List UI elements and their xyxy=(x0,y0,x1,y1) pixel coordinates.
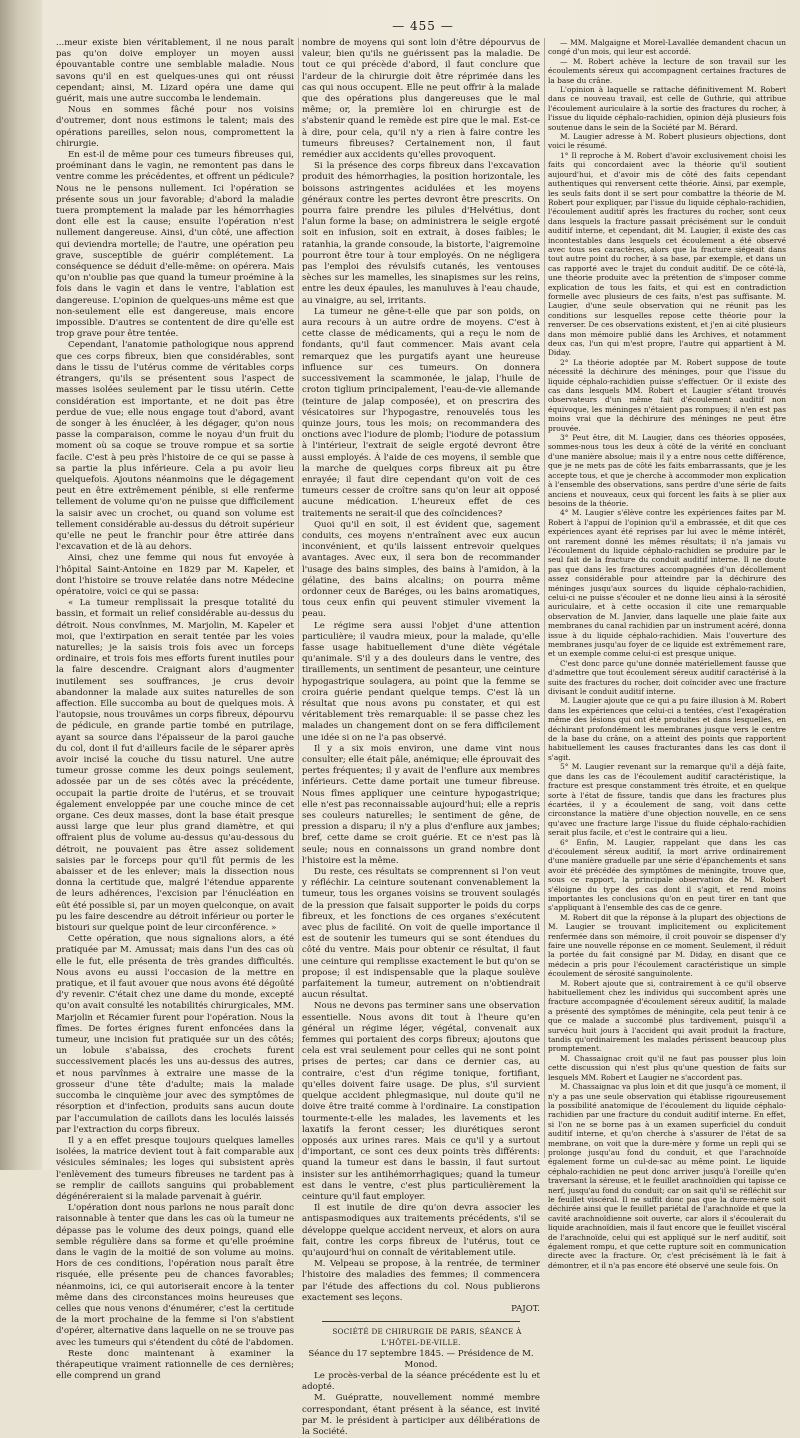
paragraph: C'est donc parce qu'une donnée matériellement fausse que d'admettre que tout écoulement séreux auditif caractérisé à la suite des fractures du rocher, doit coïncider avec une fracture divisant le conduit auditif interne. xyxy=(548,658,786,697)
paragraph: Ainsi, chez une femme qui nous fut envoyée à l'hôpital Saint-Antoine en 1829 par M. Kapeler, et dont l'histoire se trouve relatée dans notre Médecine opératoire, voici ce qui se passa: xyxy=(56,553,294,597)
paragraph: Il y a six mois environ, une dame vint nous consulter; elle était pâle, anémique; elle éprouvait des pertes fréquentes; il y avait de l'enflure aux membres inférieurs. Cette dame portait une tumeur fibreuse. Nous fîmes appliquer une ceinture hypogastrique; elle n'est pas reconnaissable aujourd'hui; elle a repris ses couleurs naturelles; le sentiment de gêne, de pression a disparu; il n'y a plus d'enflure aux jambes; bref, cette dame se croit guérie. Et ce n'est pas là seule; nous en connaissons un grand nombre dont l'histoire est la même. xyxy=(302,743,540,866)
column-left xyxy=(56,38,294,1382)
section-title: SOCIÉTÉ DE CHIRURGIE DE PARIS, SÉANCE À L'HÔTEL-DE-VILLE. xyxy=(332,1327,522,1348)
paragraph: 4° M. Laugier s'élève contre les expériences faites par M. Robert à l'appui de l'opinion qu'il a embrassée, et dit que ces expériences ayant été reprises par lui avec le même intérêt, ont rarement donné les mêmes résultats; il n'a jamais vu l'écoulement du liquide céphalo-rachidien se produire par le seul fait de la fracture du conduit auditif interne. Il ne doute pas que dans les fractures accompagnées d'un décollement assez considérable pour atteindre par la déchirure des méninges jusqu'aux sources du liquide céphalo-rachidien, celui-ci ne puisse s'écouler et ne donne lieu ainsi à la sérosité auriculaire, et à cette occasion il cite une remarquable observation de M. Janvier, dans laquelle une plaie faite aux membranes du canal rachidien par un instrument acéré, donna issue à du liquide céphalo-rachidien. Mais l'ouverture des membranes jusqu'au foyer de ce liquide est extrêmement rare, et un exemple comme celui-ci est presque unique. xyxy=(548,508,786,659)
paragraph: 3° Peut être, dit M. Laugier, dans ces théories opposées, sommes-nous tous les deux à côté de la vérité en concluant d'une manière absolue; mais il y a entre nous cette différence, que je ne mets pas de côté les faits embarrassants, que je les accepte tous, et que je cherche à accommoder mon explication à l'ensemble des observations, sans perdre d'une série de faits anciens et nouveaux, ceux qui forcent les faits à se plier aux besoins de la théorie. xyxy=(548,433,786,508)
section-divider xyxy=(322,1321,520,1322)
column-divider xyxy=(298,38,299,1158)
paragraph: Il y a en effet presque toujours quelques lamelles isolées, la matrice devient tout à fait comparable aux vésicules séminales; les loges qui subsistent après l'enlèvement des tumeurs fibreuses ne tardent pas à se remplir de caillots sanguins qui probablement dégénéreraient si la malade parvenait à guérir. xyxy=(56,1135,294,1202)
page-binding-shadow xyxy=(0,0,42,1170)
paragraph: ...meur existe bien véritablement, il ne nous paraît pas qu'on doive employer un moyen aussi épouvantable contre une semblable maladie. Nous savons qu'il en est quelques-unes qui ont réussi cependant; ainsi, M. Lizard opéra une dame qui guérit, mais une autre succomba le lendemain. xyxy=(56,38,294,105)
paragraph: M. Robert ajoute que si, contrairement à ce qu'il observe habituellement chez les individus qui succombent après une fracture accompagnée d'écoulement séreux auditif, la malade a présenté des symptômes de méningite, cela peut tenir à ce que ce malade a succombé plus tardivement, puisqu'il a survécu huit jours à l'accident qui avait produit la fracture, tandis qu'ordinairement les malades périssent beaucoup plus promptement. xyxy=(548,978,786,1054)
column-right xyxy=(548,38,786,1270)
paragraph: M. Laugier adresse à M. Robert plusieurs objections, dont voici le résumé. xyxy=(548,132,786,151)
paragraph: Il est inutile de dire qu'on devra associer les antispasmodiques aux traitements précédents, s'il se développe quelque accident nerveux, et alors on aura fait, contre les corps fibreux de l'utérus, tout ce qu'aujourd'hui on connaît de véritablement utile. xyxy=(302,1203,540,1258)
paragraph: Du reste, ces résultats se comprennent si l'on veut y réfléchir. La ceinture soutenant convenablement la tumeur, tous les organes voisins se trouvent soulagés de la pression que faisait supporter le poids du corps fibreux, et les fonctions de ces organes s'exécutent avec plus de facilité. On voit de quelle importance il est de soutenir les tumeurs qui se sont étendues du côté du ventre. Mais pour obtenir ce résultat, il faut une ceinture qui remplisse exactement le but qu'on se propose; il est indispensable que la plaque soulève parfaitement la tumeur, autrement on n'obtiendrait aucun résultat. xyxy=(302,867,540,1001)
paragraph: Nous ne devons pas terminer sans une observation essentielle. Nous avons dit tout à l'heure qu'en général un régime léger, végétal, convenait aux femmes qui portaient des corps fibreux; ajoutons que cela est vrai seulement pour celles qui ne sont point prises de pertes; car dans ce dernier cas, au contraire, c'est d'un régime tonique, fortifiant, qu'elles doivent faire usage. De plus, s'il survient quelque accident phlegmasique, nul doute qu'il ne doive être traité comme à l'ordinaire. La constipation tourmente-t-elle les malades, les lavements et les laxatifs la feront cesser; les diurétiques seront opposés aux urines rares. Mais ce qu'il y a surtout d'important, ce sont ces deux points très différents: quand la tumeur est dans le bassin, il faut surtout insister sur les antihémorrhagiques; quand la tumeur est dans le ventre, c'est plus particulièrement la ceinture qu'il faut employer. xyxy=(302,1001,540,1202)
paragraph: 6° Enfin, M. Laugier, rappelant que dans les cas d'écoulement séreux auditif, la mort arrive ordinairement d'une manière graduelle par une série d'épanchements et sans avoir été précédée des symptômes de méningite, trouve que, sous ce rapport, la principale observation de M. Robert s'éloigne du type des cas dont il s'agit, et rend moins importantes les conclusions qu'on en peut tirer en tant que s'appliquant à l'ensemble des cas de ce genre. xyxy=(548,837,786,913)
paragraph: Quoi qu'il en soit, il est évident que, sagement conduits, ces moyens n'entraînent avec eux aucun inconvénient, et qu'ils laissent entrevoir quelques avantages. Avec eux, il sera bon de recommander l'usage des bains simples, des bains à l'amidon, à la gélatine, des bains alcalins; on pourra même ordonner ceux de Baréges, ou les bains aromatiques, tous ceux enfin qui peuvent stimuler vivement la peau. xyxy=(302,519,540,620)
column-divider xyxy=(544,38,545,1158)
paragraph: La tumeur ne gêne-t-elle que par son poids, on aura recours à un autre ordre de moyens. C'est à cette classe de médicaments, qui a reçu le nom de fondants, qu'il faut commencer. Mais avant cela remarquez que les purgatifs ayant une heureuse influence sur ces tumeurs. On donnera successivement la scammonée, le jalap, l'huile de croton tiglium principalement, l'eau-de-vie allemande (teinture de jalap composée), et on prescrira des vésicatoires sur l'hypogastre, renouvelés tous les quinze jours, tous les mois; on recommandera des onctions avec l'iodure de plomb; l'iodure de potassium à l'intérieur, l'extrait de seigle ergoté devront être aussi employés. À l'aide de ces moyens, il semble que la marche de quelques corps fibreux ait pu être enrayée; il faut dire cependant qu'on voit de ces tumeurs cesser de croître sans qu'on leur ait opposé aucune médication. L'heureux effet de ces traitements ne serait-il que des coïncidences? xyxy=(302,306,541,519)
paragraph: — M. Robert achève la lecture de son travail sur les écoulements séreux qui accompagnent certaines fractures de la base du crâne. xyxy=(548,56,786,85)
paragraph: Cette opération, que nous signalions alors, a été pratiquée par M. Amussat; mais dans l'un des cas où elle le fut, elle présenta de très grandes difficultés. Nous avons eu aussi l'occasion de la mettre en pratique, et il faut avouer que nous avons été dégoûté d'y revenir. C'était chez une dame du monde, excepté qu'on avait consulté les notabilités chirurgicales, MM. Marjolin et Récamier furent pour l'opération. Nous la fîmes. De fortes érignes furent enfoncées dans la tumeur, une incision fut pratiquée sur un des côtés; un lobule s'abaissa, des crochets furent successivement placés les uns au-dessus des autres, et nous parvînmes à extraire une masse de la grosseur d'une tête d'adulte; mais la malade succomba le cinquième jour avec des symptômes de résorption et d'infection, produits sans aucun doute par l'accumulation de caillots dans les loculés laissés par l'extraction du corps fibreux. xyxy=(56,934,294,1135)
paragraph: Le régime sera aussi l'objet d'une attention particulière; il vaudra mieux, pour la malade, qu'elle fasse usage habituellement d'une diète végétale qu'animale. S'il y a des douleurs dans le ventre, des tiraillements, un sentiment de pesanteur, une ceinture hypogastrique soulagera, au point que la femme se croira guérie pendant quelque temps. C'est là un résultat que nous avons pu constater, et qui est véritablement très remarquable: il se passe chez les malades un changement dont on se fera difficilement une idée si on ne l'a pas observé. xyxy=(302,620,540,743)
paragraph: 5° M. Laugier revenant sur la remarque qu'il a déjà faite, que dans les cas de l'écoulement auditif caractéristique, la fracture est presque constamment très étroite, et en quelque sorte à l'état de fissure, tandis que dans les fractures plus écartées, il y a écoulement de sang, voit dans cette circonstance la matière d'une objection nouvelle, en ce sens qu'avec une fracture large l'issue du fluide céphalo-rachidien serait plus facile, et c'est le contraire qui a lieu. xyxy=(548,762,786,838)
paragraph: L'opération dont nous parlons ne nous paraît donc raisonnable à tenter que dans les cas où la tumeur ne dépasse pas le volume des deux poings, quand elle semble régulière dans sa forme et qu'elle proémine dans le vagin de la moitié de son volume au moins. Hors de ces conditions, l'opération nous paraît être risquée, elle présente peu de chances favorables; néanmoins, ici, ce qui autoriserait encore à la tenter même dans des circonstances moins heureuses que celles que nous venons d'énumérer, c'est la certitude de la mort prochaine de la femme si l'on s'abstient d'opérer, alternative dans laquelle on ne se trouve pas avec les tumeurs qui s'étendent du côté de l'abdomen. xyxy=(56,1203,294,1348)
paragraph: Le procès-verbal de la séance précédente est lu et adopté. xyxy=(302,1370,540,1393)
paragraph: M. Velpeau se propose, à la rentrée, de terminer l'histoire des maladies des femmes; il commencera par l'étude des affections du col. Nous publierons exactement ses leçons. xyxy=(302,1259,540,1303)
paragraph: nombre de moyens qui sont loin d'être dépourvus de valeur, bien qu'ils ne guérissent pas la maladie. De tout ce qui précède d'abord, il faut conclure que l'ardeur de la chirurgie doit être réprimée dans les cas qui nous occupent. Elle ne peut offrir à la malade que des opérations plus dangereuses que le mal même; or, la première loi en chirurgie est de s'abstenir quand le remède est pire que le mal. Est-ce à dire, pour cela, qu'il n'y a rien à faire contre les tumeurs fibreuses? Certainement non, il faut remédier aux accidents qu'elles provoquent. xyxy=(302,38,540,161)
session-date: Séance du 17 septembre 1845. — Présidence de M. Monod. xyxy=(308,1348,534,1370)
paragraph: M. Chassaignac va plus loin et dit que jusqu'à ce moment, il n'y a pas une seule observation qui établisse rigoureusement la possibilité anatomique de l'écoulement du liquide céphalo-rachidien par une fracture du conduit auditif interne. En effet, si l'on ne se borne pas à un examen superficiel du conduit auditif interne, et qu'on cherche à s'assurer de l'état de sa membrane, on voit que la dure-mère y forme un repli qui se prolonge jusqu'au fond du conduit, et que l'arachnoïde également forme un cul-de-sac au même point. Le liquide céphalo-rachidien ne peut donc arriver jusqu'à l'oreille qu'en traversant la séreuse, et le feuillet arachnoïdien qui tapisse ce nerf, jusqu'au fond du conduit; car on sait qu'il se réfléchit sur le feuillet viscéral. Il ne suffit donc pas que la dure-mère soit déchirée ainsi que le feuillet pariétal de l'arachnoïde et que la cavité arachnoïdienne soit ouverte, car alors il s'écoulerait du liquide arachnoïdien, mais il faut encore que le feuillet viscéral de l'arachnoïde, celui qui est appliqué sur le nerf auditif, soit également rompu, et que cette rupture soit en communication directe avec la fracture. Or, c'est précisément là le fait à démontrer, et il n'a pas encore été observé une seule fois. On xyxy=(548,1082,786,1270)
paragraph: M. Robert dit que la réponse à la plupart des objections de M. Laugier se trouvant implicitement ou explicitement renfermée dans son mémoire, il croit pouvoir se dispenser d'y faire une nouvelle réponse en ce moment. Seulement, il réduit la portée du fait consigné par M. Diday, en disant que ce médecin a pris pour l'écoulement caractéristique un simple écoulement de sérosité sanguinolente. xyxy=(548,912,786,979)
paragraph: Nous en sommes fâché pour nos voisins d'outremer, dont nous estimons le talent; mais des opérations pareilles, selon nous, compromettent la chirurgie. xyxy=(56,105,294,149)
paragraph: 2° La théorie adoptée par M. Robert suppose de toute nécessité la déchirure des méninges, pour que l'issue du liquide céphalo-rachidien puisse s'effectuer. Or il existe des cas dans lesquels MM. Robert et Laugier s'étant trouvés observateurs d'un même fait d'écoulement auditif non équivoque, les méninges n'étaient pas rompues; il n'en est pas moins vrai que la déchirure des méninges ne peut être prouvée. xyxy=(548,357,786,433)
paragraph: Si la présence des corps fibreux dans l'excavation produit des hémorrhagies, la position horizontale, les boissons astringentes acidulées et les moyens généraux contre les pertes devront être prescrits. On pourra faire prendre les pilules d'Helvétius, dont l'alun forme la base; on administrera le seigle ergoté soit en infusion, soit en extrait, à doses faibles; le ratanhia, la grande consoude, la bistorte, l'aigremoine pourront être tour à tour employés. On ne négligera pas l'emploi des révulsifs cutanés, les ventouses sèches sur les mamelles, les sinapismes sur les reins, entre les deux épaules, les manuluves à l'eau chaude, au vinaigre, au sel, irritants. xyxy=(302,161,540,306)
paragraph: En est-il de même pour ces tumeurs fibreuses qui, proéminant dans le vagin, ne remontent pas dans le ventre comme les précédentes, et offrent un pédicule? Nous ne le pensons nullement. Ici l'opération se présente sous un jour favorable; d'abord la maladie tuera promptement la malade par les hémorrhagies dont elle est la cause; ensuite l'opération n'est nullement dangereuse. Ainsi, d'un côté, une affection qui deviendra mortelle; de l'autre, une opération peu grave, susceptible de guérir complétement. La conséquence se déduit d'elle-même: on opérera. Mais qu'on n'oublie pas que quand la tumeur proémine à la fois dans le vagin et dans le ventre, l'ablation est dangereuse. L'opinion de quelques-uns même est que non-seulement elle est dangereuse, mais encore impossible. D'autres se contentent de dire qu'elle est trop grave pour être tentée. xyxy=(56,150,294,340)
paragraph: M. Guépratte, nouvellement nommé membre correspondant, étant présent à la séance, est invité par M. le président à participer aux délibérations de la Société. xyxy=(302,1393,540,1437)
page-header xyxy=(56,14,790,38)
author-signature: PAJOT. xyxy=(511,1303,540,1314)
paragraph: Cependant, l'anatomie pathologique nous apprend que ces corps fibreux, bien que considérables, sont dans le tissu de l'utérus comme de véritables corps étrangers, qu'ils se présentent sous l'aspect de masses isolées seulement par le tissu utérin. Cette considération est importante, et ne doit pas être perdue de vue; elle nous engage tout d'abord, avant de songer à les énucléer, à les dégager, qu'on nous passe la comparaison, comme le noyau d'un fruit du moment où sa coque se trouve rompue et sa sortie facile. C'est à peu près l'histoire de ce qui se passe à sa partie la plus inférieure. Cela a pu avoir lieu quelquefois. Ajoutons néanmoins que le dégagement peut en être extrêmement pénible, si elle renferme tellement de volume qu'on ne puisse que difficilement la saisir avec un crochet, ou quand son volume est tellement considérable au-dessus du détroit supérieur qu'elle ne peut le franchir pour être attirée dans l'excavation et de là au dehors. xyxy=(56,340,294,553)
page-number: — 455 — xyxy=(392,19,454,33)
paragraph: 1° Il reproche à M. Robert d'avoir exclusivement choisi les faits qui concordaient avec la théorie qu'il soutient aujourd'hui, et d'avoir mis de côté des faits cependant authentiques qui renversent cette théorie. Ainsi, par exemple, les seuls faits dont il se sert pour combattre la théorie de M. Robert pour expliquer, par l'issue du liquide céphalo-rachidien, l'écoulement auditif après les fractures du rocher, sont ceux dans lesquels la fracture passait précisément sur le conduit auditif interne, et cependant, dit M. Laugier, il existe des cas incontestables dans lesquels cet écoulement a été observé avec tous ses caractères, alors que la fracture siégeait dans tout autre point du rocher, à sa base, par exemple, et dans un cas rapporté avec le trajet du conduit auditif. De ce côté-là, une théorie produite avec la prétention de s'imposer comme explication de tous les faits, et qui est en contradiction formelle avec plusieurs de ces faits, n'est pas suffisante. M. Laugier, d'une seule observation qui ne réunit pas les conditions sur lesquelles repose cette théorie pour la renverser. De ces observations existent, et j'en ai cité plusieurs dans mon mémoire publié dans les Archives, et notamment deux cas, l'un qui m'est propre, l'autre qui appartient à M. Diday. xyxy=(548,150,786,358)
column-middle xyxy=(302,38,541,1437)
paragraph: « La tumeur remplissait la presque totalité du bassin, et formait un relief considérable au-dessus du détroit. Nous convînmes, M. Marjolin, M. Kapeler et moi, que l'extirpation en serait tentée par les voies naturelles; je la saisis trois fois avec un forceps ordinaire, et trois fois mes efforts furent inutiles pour la faire descendre. Craignant alors d'augmenter inutilement ses souffrances, je crus devoir abandonner la malade aux suites naturelles de son affection. Elle succomba au bout de quelques mois. À l'autopsie, nous trouvâmes un corps fibreux, dépourvu de pédicule, en grande partie tombé en putrilage, ayant sa source dans l'épaisseur de la paroi gauche du col, dont il fut d'ailleurs facile de le séparer après avoir incisé la couche du tissu naturel. Une autre tumeur grosse comme les deux poings seulement, adossée par un de ses côtés avec la précédente, occupait la partie droite de l'utérus, et se trouvait également enveloppée par une couche mince de cet organe. Ces deux masses, dont la base était presque aussi large que leur plus grand diamètre, et qui offraient plus de volume au-dessus qu'au-dessous du détroit, ne pouvaient pas être assez solidement saisies par le forceps pour qu'il fût permis de les abaisser et de les enlever; mais la dissection nous donna la certitude que, malgré l'étendue apparente de leurs adhérences, l'excision par l'énucléation en eût été possible si, par un moyen quelconque, on avait pu les faire descendre au détroit inférieur ou porter le bistouri sur quelque point de leur circonférence. » xyxy=(56,598,294,934)
paragraph: Reste donc maintenant à examiner la thérapeutique vraiment rationnelle de ces dernières; elle comprend un grand xyxy=(56,1348,294,1382)
paragraph: — MM. Malgaigne et Morel-Lavallée demandent chacun un congé d'un mois, qui leur est accordé. xyxy=(548,38,786,57)
text-columns xyxy=(56,38,790,1437)
paragraph: M. Laugier ajoute que ce qui a pu faire illusion à M. Robert dans les expériences que celui-ci a tentées, c'est l'exagération même des lésions qui ont été produites et dans lesquelles, en déchirant profondément les membranes jusque vers le centre de la base du crâne, on a atteint des points que rapportent habituellement les causes fracturantes dans les cas dont il s'agit. xyxy=(548,696,786,762)
paragraph: L'opinion à laquelle se rattache définitivement M. Robert dans ce nouveau travail, est celle de Guthrie, qui attribue l'écoulement auriculaire à la sortie des fractures du rocher, à l'issue du liquide céphalo-rachidien, opinion déjà plusieurs fois soutenue dans le sein de la Société par M. Bérard. xyxy=(548,85,786,132)
paragraph: M. Chassaignac croit qu'il ne faut pas pousser plus loin cette discussion qui n'est plus qu'une question de faits sur lesquels MM. Robert et Laugier ne s'accordent pas. xyxy=(548,1053,786,1082)
